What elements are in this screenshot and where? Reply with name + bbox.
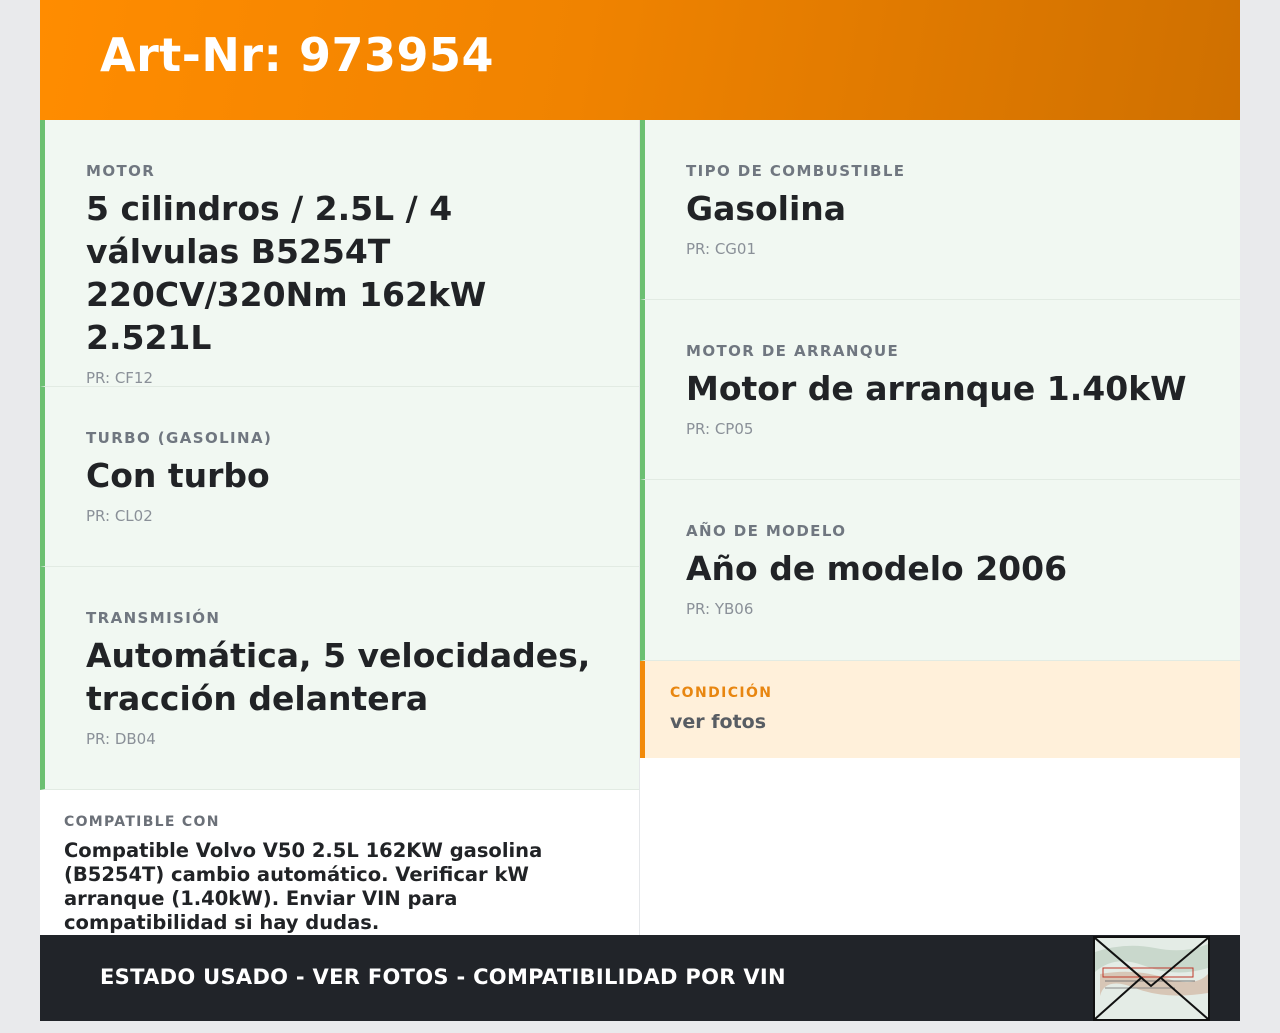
right-column	[640, 120, 1240, 935]
spec-value: 5 cilindros / 2.5L / 4 válvulas B5254T 220CV/320Nm 162kW 2.521L	[86, 189, 487, 357]
spec-columns	[40, 120, 1240, 935]
spec-value: Gasolina	[686, 189, 847, 228]
footer-bar	[40, 935, 1240, 1021]
spec-value: Automática, 5 velocidades, tracción delantera	[86, 636, 591, 718]
part-label-photo-icon	[1095, 938, 1208, 1019]
condition-value: ver fotos	[670, 711, 767, 733]
product-card	[40, 0, 1240, 1021]
spec-turbo	[40, 387, 639, 567]
compatibility-text: Compatible Volvo V50 2.5L 162KW gasolina (B5254T) cambio automático. Verificar kW arranque (1.40kW). Enviar VIN para compatibilidad si hay dudas.	[64, 839, 543, 934]
condition-label: CONDICIÓN	[670, 685, 773, 701]
spec-code: PR: YB06	[686, 600, 754, 618]
spec-transmission	[40, 567, 639, 790]
compatibility-section	[40, 790, 639, 935]
spec-label: MOTOR DE ARRANQUE	[686, 342, 900, 360]
spec-value: Año de modelo 2006	[686, 549, 1068, 588]
spec-fuel-type	[640, 120, 1240, 300]
spec-model-year	[640, 480, 1240, 661]
page-title: Art-Nr: 973954	[100, 28, 495, 82]
spec-label: MOTOR	[86, 162, 156, 180]
spec-label: TURBO (GASOLINA)	[86, 429, 273, 447]
left-column	[40, 120, 640, 935]
spec-label: TRANSMISIÓN	[86, 609, 221, 627]
spec-value: Con turbo	[86, 456, 270, 495]
spec-code: PR: CF12	[86, 369, 154, 387]
condition-box	[640, 661, 1240, 758]
header	[40, 0, 1240, 120]
spec-code: PR: DB04	[86, 730, 156, 748]
footer-text: ESTADO USADO - VER FOTOS - COMPATIBILIDAD POR VIN	[100, 965, 786, 989]
spec-code: PR: CP05	[686, 420, 754, 438]
spec-code: PR: CL02	[86, 507, 153, 525]
spec-starter-motor	[640, 300, 1240, 480]
spec-label: TIPO DE COMBUSTIBLE	[686, 162, 906, 180]
spec-code: PR: CG01	[686, 240, 757, 258]
spec-label: AÑO DE MODELO	[686, 522, 847, 540]
photo-thumbnail[interactable]	[1093, 936, 1210, 1021]
spec-value: Motor de arranque 1.40kW	[686, 369, 1187, 408]
spec-motor	[40, 120, 639, 387]
compatibility-label: COMPATIBLE CON	[64, 814, 220, 830]
